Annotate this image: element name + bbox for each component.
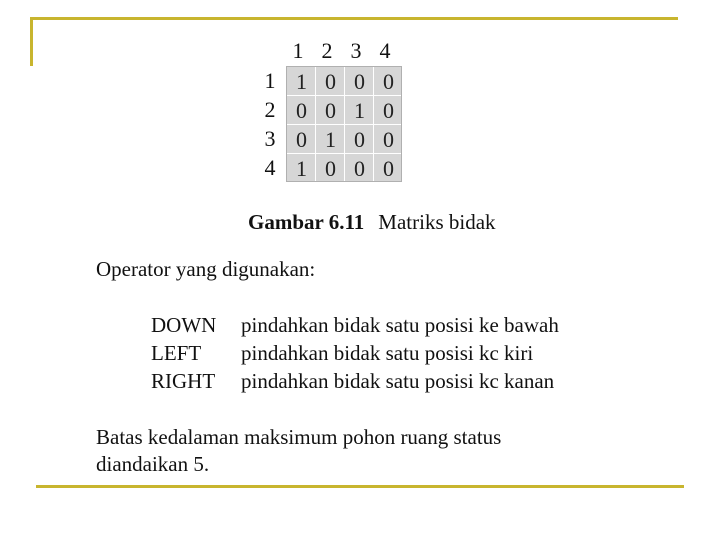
matrix-cell: 0 xyxy=(383,127,394,152)
left-border-line xyxy=(30,17,33,66)
col-label: 3 xyxy=(350,38,362,63)
operator-intro: Operator yang digunakan: xyxy=(96,257,316,281)
matrix-cell: 0 xyxy=(354,69,365,94)
figure-title: Matriks bidak xyxy=(378,210,496,234)
matrix-cell: 0 xyxy=(296,98,307,123)
row-label: 3 xyxy=(264,126,276,151)
matrix-cell: 0 xyxy=(354,127,365,152)
matrix-cell: 0 xyxy=(296,127,307,152)
operator-description: pindahkan bidak satu posisi kc kanan xyxy=(241,369,555,393)
operator-name: RIGHT xyxy=(151,369,216,393)
matrix-cell: 0 xyxy=(383,69,394,94)
bottom-border-line xyxy=(36,485,684,488)
row-label: 4 xyxy=(264,155,276,180)
matrix-cell: 0 xyxy=(383,156,394,181)
col-label: 1 xyxy=(292,38,304,63)
depth-limit-line1: Batas kedalaman maksimum pohon ruang status xyxy=(96,425,502,449)
operator-description: pindahkan bidak satu posisi kc kiri xyxy=(241,341,534,365)
matrix-cell: 0 xyxy=(325,98,336,123)
row-label: 1 xyxy=(264,68,276,93)
matrix-cell: 0 xyxy=(325,156,336,181)
matrix-grid xyxy=(286,66,402,182)
matrix-cell: 1 xyxy=(296,69,307,94)
matrix-cell: 0 xyxy=(383,98,394,123)
operator-description: pindahkan bidak satu posisi ke bawah xyxy=(241,313,559,337)
matrix-cell: 1 xyxy=(354,98,365,123)
figure-number: Gambar 6.11 xyxy=(248,210,365,234)
depth-limit-line2: diandaikan 5. xyxy=(96,452,210,476)
matrix-cell: 1 xyxy=(296,156,307,181)
col-label: 2 xyxy=(321,38,333,63)
top-border-line xyxy=(30,17,678,20)
matrix-cell: 0 xyxy=(325,69,336,94)
col-label: 4 xyxy=(379,38,391,63)
matrix-cell: 1 xyxy=(325,127,336,152)
operator-name: DOWN xyxy=(151,313,217,337)
operator-name: LEFT xyxy=(151,341,202,365)
row-label: 2 xyxy=(264,97,276,122)
matrix-cell: 0 xyxy=(354,156,365,181)
figure-caption xyxy=(248,210,496,235)
